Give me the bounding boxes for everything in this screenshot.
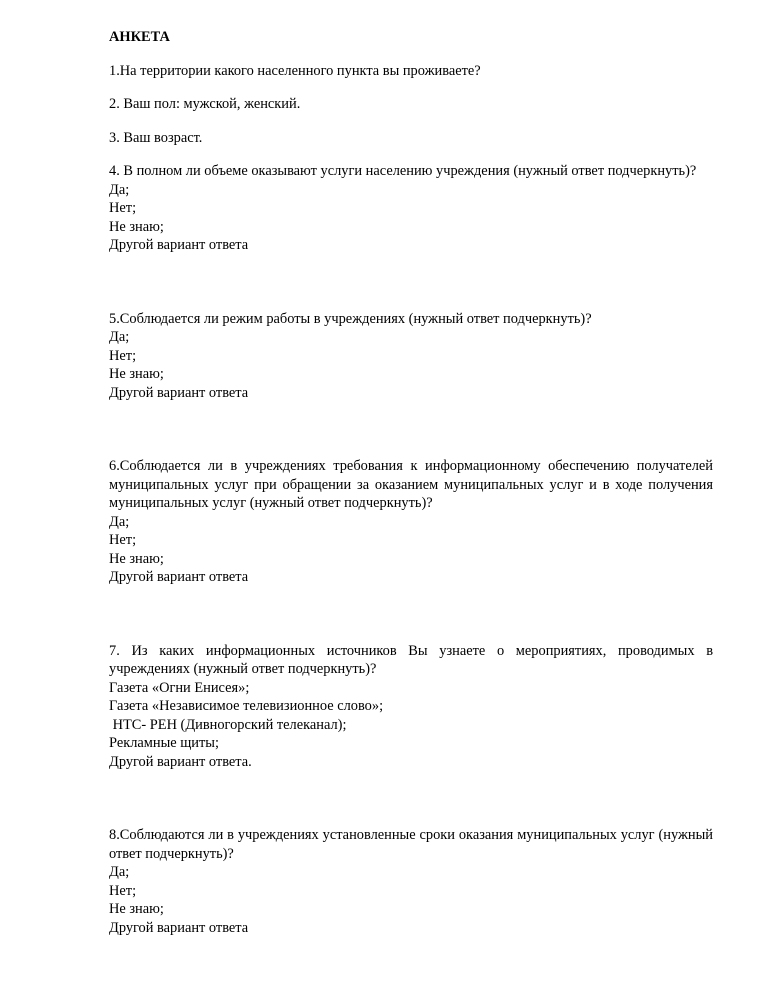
question-8-option: Не знаю; [109, 901, 164, 917]
document-title: АНКЕТА [109, 29, 170, 45]
question-5-option: Нет; [109, 347, 137, 364]
question-6-text: 6.Соблюдается ли в учреждениях требования к информационному обеспечению получателей муниципальных услуг при обращении за оказанием муниципальных услуг и в ходе получения муниципальных услуг (нужный ответ подчеркнуть)? [109, 458, 713, 511]
question-7-option: Газета «Независимое телевизионное слово»; [109, 698, 384, 714]
question-8 [109, 826, 713, 937]
question-8-option: Другой вариант ответа [109, 919, 249, 936]
question-7-text: 7. Из каких информационных источников Вы узнаете о мероприятиях, проводимых в учреждениях (нужный ответ подчеркнуть)? [109, 642, 713, 677]
question-4 [109, 162, 713, 255]
questionnaire-page [109, 28, 713, 937]
question-8-option: Да; [109, 864, 130, 880]
question-4-text: 4. В полном ли объеме оказывают услуги населению учреждения (нужный ответ подчеркнуть)? [109, 163, 697, 179]
question-3: 3. Ваш возраст. [109, 129, 203, 146]
question-5-option: Не знаю; [109, 366, 164, 382]
question-4-option: Другой вариант ответа [109, 237, 249, 253]
question-1: 1.На территории какого населенного пункта вы проживаете? [109, 62, 481, 79]
question-5-option: Другой вариант ответа [109, 384, 249, 401]
question-7-option: Другой вариант ответа. [109, 753, 252, 770]
question-4-option: Нет; [109, 200, 137, 216]
question-6-option: Нет; [109, 532, 137, 548]
question-6-option: Да; [109, 513, 130, 530]
question-5-text: 5.Соблюдается ли режим работы в учреждениях (нужный ответ подчеркнуть)? [109, 310, 592, 327]
question-6-option: Другой вариант ответа [109, 569, 249, 585]
question-4-option: Не знаю; [109, 218, 164, 235]
question-8-option: Нет; [109, 882, 137, 899]
question-7-option: Газета «Огни Енисея»; [109, 679, 250, 696]
question-7 [109, 642, 713, 772]
question-5 [109, 310, 713, 403]
question-7-option: Рекламные щиты; [109, 735, 219, 751]
question-7-option: НТС- РЕН (Дивногорский телеканал); [109, 716, 347, 733]
question-4-option: Да; [109, 181, 130, 198]
question-6 [109, 457, 713, 587]
question-2: 2. Ваш пол: мужской, женский. [109, 96, 301, 112]
question-8-text: 8.Соблюдаются ли в учреждениях установленные сроки оказания муниципальных услуг (нужный ответ подчеркнуть)? [109, 827, 713, 862]
question-6-option: Не знаю; [109, 550, 164, 567]
question-5-option: Да; [109, 329, 130, 345]
